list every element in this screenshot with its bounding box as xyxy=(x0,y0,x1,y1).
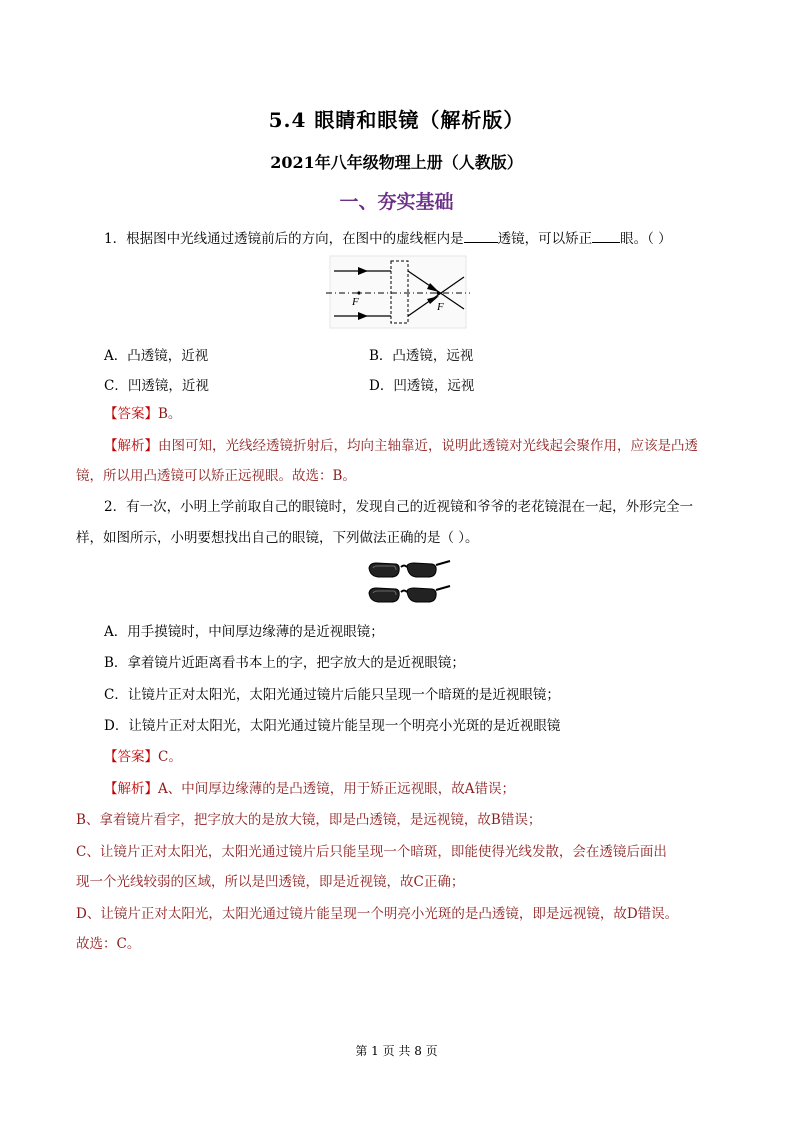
q1-option-c: C．凹透镜，近视 xyxy=(104,378,209,394)
q2-analysis-line-4: 现一个光线较弱的区域，所以是凹透镜，即是近视镜，故C正确； xyxy=(76,874,465,890)
q2-answer xyxy=(104,747,724,767)
q2-stem-line-1: 2．有一次，小明上学前取自己的眼镜时，发现自己的近视镜和爷爷的老花镜混在一起，外形完全一 xyxy=(104,499,694,515)
glasses-bottom xyxy=(369,586,450,602)
q2-answer-tag: 【答案】 xyxy=(104,749,158,765)
q1-stem xyxy=(104,228,724,249)
q2-analysis-text-1: A、中间厚边缘薄的是凸透镜，用于矫正远视眼，故A错误； xyxy=(158,781,515,797)
diagram-frame xyxy=(330,256,466,328)
q1-stem-part-a: 1．根据图中光线通过透镜前后的方向，在图中的虚线框内是 xyxy=(104,231,464,247)
q2-option-b: B．拿着镜片近距离看书本上的字，把字放大的是近视眼镜； xyxy=(104,655,465,671)
focal-point-left xyxy=(357,291,360,294)
q1-option-d: D．凹透镜，远视 xyxy=(369,378,475,394)
q2-option-d: D．让镜片正对太阳光，太阳光通过镜片能呈现一个明亮小光斑的是近视眼镜 xyxy=(104,718,561,734)
document-subtitle: 2021年八年级物理上册（人教版） xyxy=(270,153,523,172)
q1-answer-tag: 【答案】 xyxy=(104,406,158,422)
focal-label-right: F xyxy=(437,301,444,313)
q2-analysis-line-1 xyxy=(104,779,724,799)
focal-point-right xyxy=(436,291,439,294)
section-heading: 一、夯实基础 xyxy=(339,191,454,213)
q1-answer-value: B。 xyxy=(158,406,182,422)
q1-blank-1 xyxy=(464,228,498,243)
q2-analysis-tag: 【解析】 xyxy=(104,781,158,797)
glasses-top xyxy=(369,561,450,577)
q1-stem-part-b: 透镜，可以矫正 xyxy=(497,231,593,247)
q1-analysis-text-1: 由图可知，光线经透镜折射后，均向主轴靠近，说明此透镜对光线起会聚作用，应该是凸透 xyxy=(158,438,698,454)
q2-option-c: C．让镜片正对太阳光，太阳光通过镜片后能只呈现一个暗斑的是近视眼镜； xyxy=(104,687,560,703)
q2-stem-line-2: 样，如图所示，小明要想找出自己的眼镜，下列做法正确的是（ ）。 xyxy=(76,530,479,546)
q2-option-a: A．用手摸镜时，中间厚边缘薄的是近视眼镜； xyxy=(104,624,384,640)
q1-blank-2 xyxy=(592,228,620,243)
focal-label-left: F xyxy=(352,296,359,308)
q1-answer xyxy=(104,404,724,424)
q1-analysis-line-1 xyxy=(104,436,724,456)
lens-ray-diagram xyxy=(324,255,470,329)
q2-answer-value: C。 xyxy=(158,749,182,765)
q1-analysis-line-2: 镜，所以用凸透镜可以矫正远视眼。故选：B。 xyxy=(76,468,356,484)
document-title: 5.4 眼睛和眼镜（解析版） xyxy=(268,108,525,132)
q2-analysis-line-2: B、拿着镜片看字，把字放大的是放大镜，即是凸透镜，是远视镜，故B错误； xyxy=(76,812,542,828)
q1-stem-part-c: 眼。（ ） xyxy=(620,231,672,247)
q2-analysis-line-3: C、让镜片正对太阳光，太阳光通过镜片后只能呈现一个暗斑，即能使得光线发散，会在透镜后面出 xyxy=(76,844,667,860)
glasses-illustration xyxy=(366,558,452,610)
q2-analysis-line-6: 故选：C。 xyxy=(76,936,141,952)
q1-option-b: B．凸透镜，远视 xyxy=(369,348,474,364)
page-footer: 第 1 页 共 8 页 xyxy=(355,1044,438,1058)
q2-analysis-line-5: D、让镜片正对太阳光，太阳光通过镜片能呈现一个明亮小光斑的是凸透镜，即是远视镜，故D错误。 xyxy=(76,906,679,922)
q1-analysis-tag: 【解析】 xyxy=(104,438,158,454)
q1-option-a: A．凸透镜，近视 xyxy=(104,348,209,364)
